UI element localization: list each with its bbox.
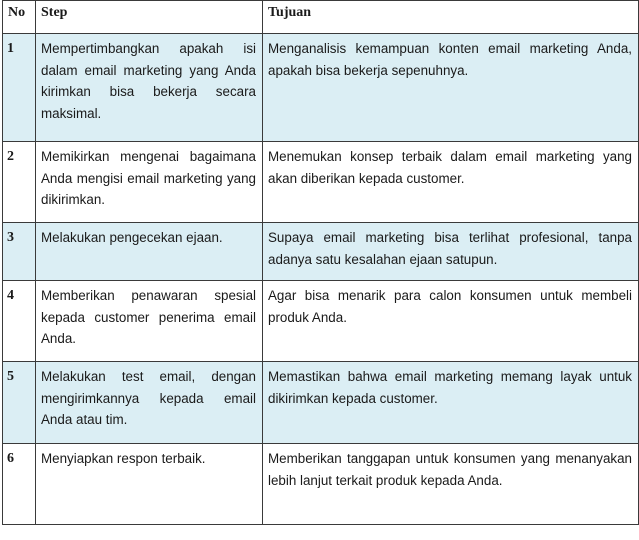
- table-row: [3, 281, 639, 362]
- row-number: 5: [3, 362, 36, 444]
- tujuan-cell: Supaya email marketing bisa terlihat profesional, tanpa adanya satu kesalahan ejaan satupun.: [263, 223, 639, 281]
- table-row: [3, 362, 639, 444]
- header-tujuan: Tujuan: [263, 1, 639, 34]
- row-number: 2: [3, 142, 36, 223]
- row-number: 3: [3, 223, 36, 281]
- table-header-row: [3, 1, 639, 34]
- row-number: 4: [3, 281, 36, 362]
- table-row: [3, 444, 639, 525]
- table-row: [3, 223, 639, 281]
- row-number: 6: [3, 444, 36, 525]
- table-row: [3, 34, 639, 142]
- tujuan-cell: Memastikan bahwa email marketing memang layak untuk dikirimkan kepada customer.: [263, 362, 639, 444]
- tujuan-cell: Menemukan konsep terbaik dalam email marketing yang akan diberikan kepada customer.: [263, 142, 639, 223]
- header-no: No: [3, 1, 36, 34]
- step-cell: Menyiapkan respon terbaik.: [36, 444, 263, 525]
- step-cell: Mempertimbangkan apakah isi dalam email marketing yang Anda kirimkan bisa bekerja secara maksimal.: [36, 34, 263, 142]
- tujuan-cell: Menganalisis kemampuan konten email marketing Anda, apakah bisa bekerja sepenuhnya.: [263, 34, 639, 142]
- table-row: [3, 142, 639, 223]
- row-number: 1: [3, 34, 36, 142]
- tujuan-cell: Agar bisa menarik para calon konsumen untuk membeli produk Anda.: [263, 281, 639, 362]
- step-cell: Memikirkan mengenai bagaimana Anda mengisi email marketing yang dikirimkan.: [36, 142, 263, 223]
- tujuan-cell: Memberikan tanggapan untuk konsumen yang menanyakan lebih lanjut terkait produk kepada Anda.: [263, 444, 639, 525]
- step-cell: Melakukan test email, dengan mengirimkannya kepada email Anda atau tim.: [36, 362, 263, 444]
- steps-table: [2, 0, 639, 525]
- step-cell: Memberikan penawaran spesial kepada customer penerima email Anda.: [36, 281, 263, 362]
- step-cell: Melakukan pengecekan ejaan.: [36, 223, 263, 281]
- header-step: Step: [36, 1, 263, 34]
